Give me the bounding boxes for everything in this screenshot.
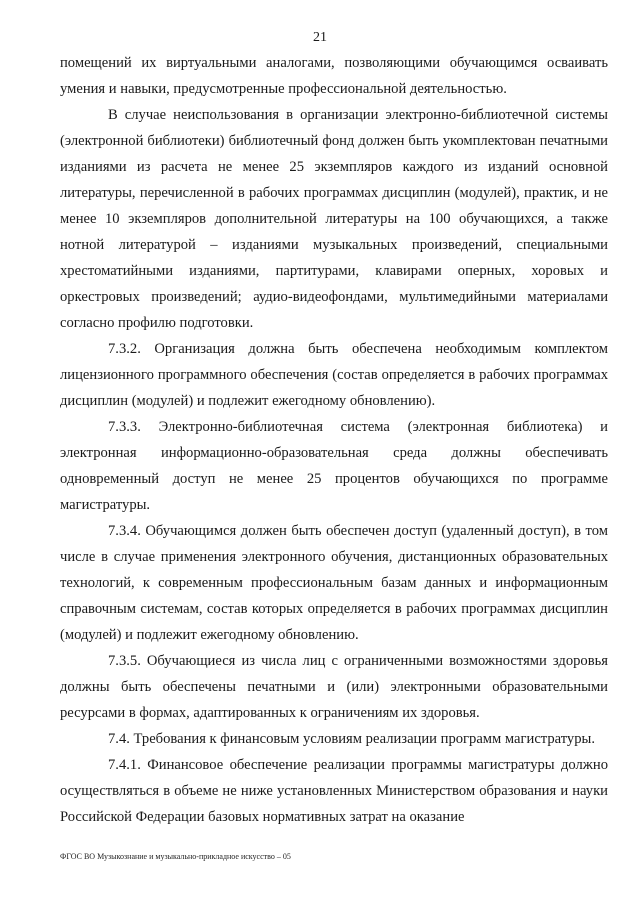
page-footer: ФГОС ВО Музыкознание и музыкально-прикладное искусство – 05 (60, 852, 291, 861)
paragraph-7-4-1: 7.4.1. Финансовое обеспечение реализации программы магистратуры должно осуществляться в объеме не ниже установленных Министерством образования и науки Российской Федерации базовых нормативных затрат на оказание (60, 757, 608, 825)
paragraph-7-3-4: 7.3.4. Обучающимся должен быть обеспечен доступ (удаленный доступ), в том числе в случае применения электронного обучения, дистанционных образовательных технологий, к современным профессиональным базам данных и информационным справочным системам, состав которых определяется в рабочих программах дисциплин (модулей) и подлежит ежегодному обновлению. (60, 523, 608, 643)
paragraph-7-3-3: 7.3.3. Электронно-библиотечная система (электронная библиотека) и электронная информационно-образовательная среда должны обеспечивать одновременный доступ не менее 25 процентов обучающихся по программе магистратуры. (60, 419, 608, 513)
paragraph-7-3-5: 7.3.5. Обучающиеся из числа лиц с ограниченными возможностями здоровья должны быть обеспечены печатными и (или) электронными образовательными ресурсами в формах, адаптированных к ограничениям их здоровья. (60, 653, 608, 721)
paragraph-library-fund: В случае неиспользования в организации электронно-библиотечной системы (электронной библиотеки) библиотечный фонд должен быть укомплектован печатными изданиями из расчета не менее 25 экземпляров каждого из изданий основной литературы, перечисленной в рабочих программах дисциплин (модулей), практик, и не менее 10 экземпляров дополнительной литературы на 100 обучающихся, а также нотной литературой – изданиями музыкальных произведений, специальными хрестоматийными изданиями, партитурами, клавирами оперных, хоровых и оркестровых произведений; аудио-видеофондами, мультимедийными материалами согласно профилю подготовки. (60, 107, 608, 331)
paragraph-7-3-2: 7.3.2. Организация должна быть обеспечена необходимым комплектом лицензионного программного обеспечения (состав определяется в рабочих программах дисциплин (модулей) и подлежит ежегодному обновлению). (60, 341, 608, 409)
paragraph-7-4: 7.4. Требования к финансовым условиям реализации программ магистратуры. (108, 731, 595, 747)
page-number: 21 (313, 30, 327, 45)
document-body (60, 50, 608, 830)
paragraph-continuation: помещений их виртуальными аналогами, позволяющими обучающимся осваивать умения и навыки, предусмотренные профессиональной деятельностью. (60, 55, 608, 97)
